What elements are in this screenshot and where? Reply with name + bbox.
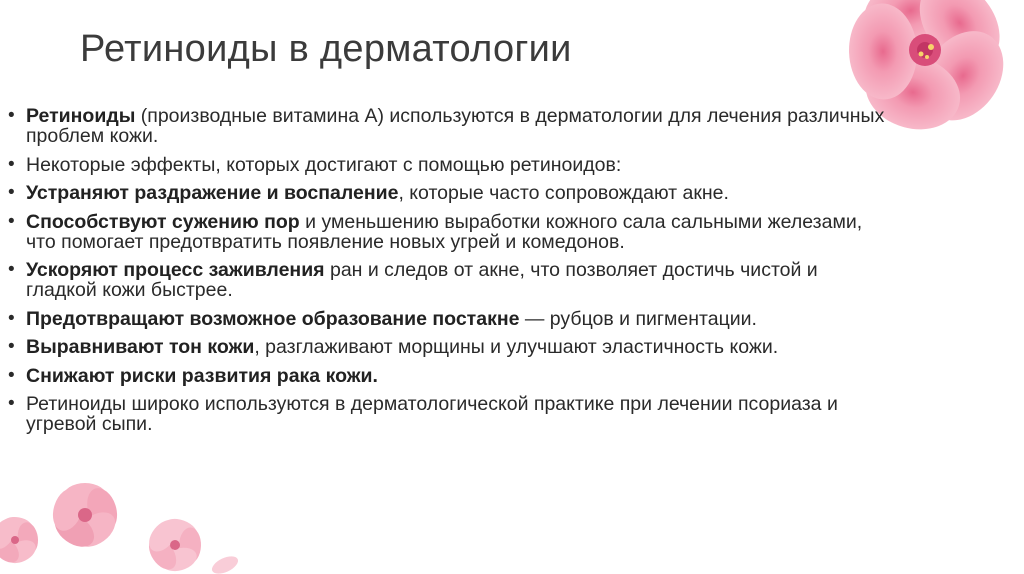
bullet-text: ран и следов от акне, что позволяет достичь чистой и гладкой кожи быстрее.	[26, 259, 818, 301]
bullet-bold: Ретиноиды	[26, 105, 136, 127]
bullet-text: , разглаживают морщины и улучшают эластичность кожи.	[254, 336, 779, 358]
slide-title: Ретиноиды в дерматологии	[80, 28, 572, 70]
bullet-bold: Способствуют сужению пор	[26, 210, 300, 233]
bullet-item	[6, 309, 886, 329]
bullet-list	[6, 106, 886, 443]
bullet-bold: Выравнивают тон кожи	[26, 336, 255, 358]
bullet-item	[6, 260, 886, 300]
bullet-item	[6, 394, 886, 434]
bullet-bold: Снижают риски развития рака кожи.	[26, 364, 378, 387]
bullet-text: Некоторые эффекты, которых достигают с помощью ретиноидов:	[26, 153, 622, 176]
bullet-item	[6, 212, 886, 252]
bullet-item	[6, 366, 886, 386]
cherry-blossom-icon	[0, 470, 250, 574]
bullet-bold: Предотвращают возможное образование постакне	[26, 307, 520, 330]
bullet-item	[6, 183, 886, 203]
bullet-text: Ретиноиды широко используются в дерматологической практике при лечении псориаза и угревой сыпи.	[26, 393, 838, 435]
bullet-item	[6, 337, 886, 357]
bullet-bold: Устраняют раздражение и воспаление	[26, 182, 399, 204]
bullet-text: и уменьшению выработки кожного сала сальными железами, что помогает предотвратить появление новых угрей и комедонов.	[26, 210, 863, 253]
bullet-item	[6, 106, 886, 146]
bullet-item	[6, 155, 886, 175]
bullet-text: (производные витамина А) используются в дерматологии для лечения различных проблем кожи.	[26, 105, 885, 147]
bullet-text: — рубцов и пигментации.	[519, 307, 757, 330]
bullet-text: , которые часто сопровождают акне.	[398, 182, 729, 204]
bullet-bold: Ускоряют процесс заживления	[26, 259, 325, 281]
